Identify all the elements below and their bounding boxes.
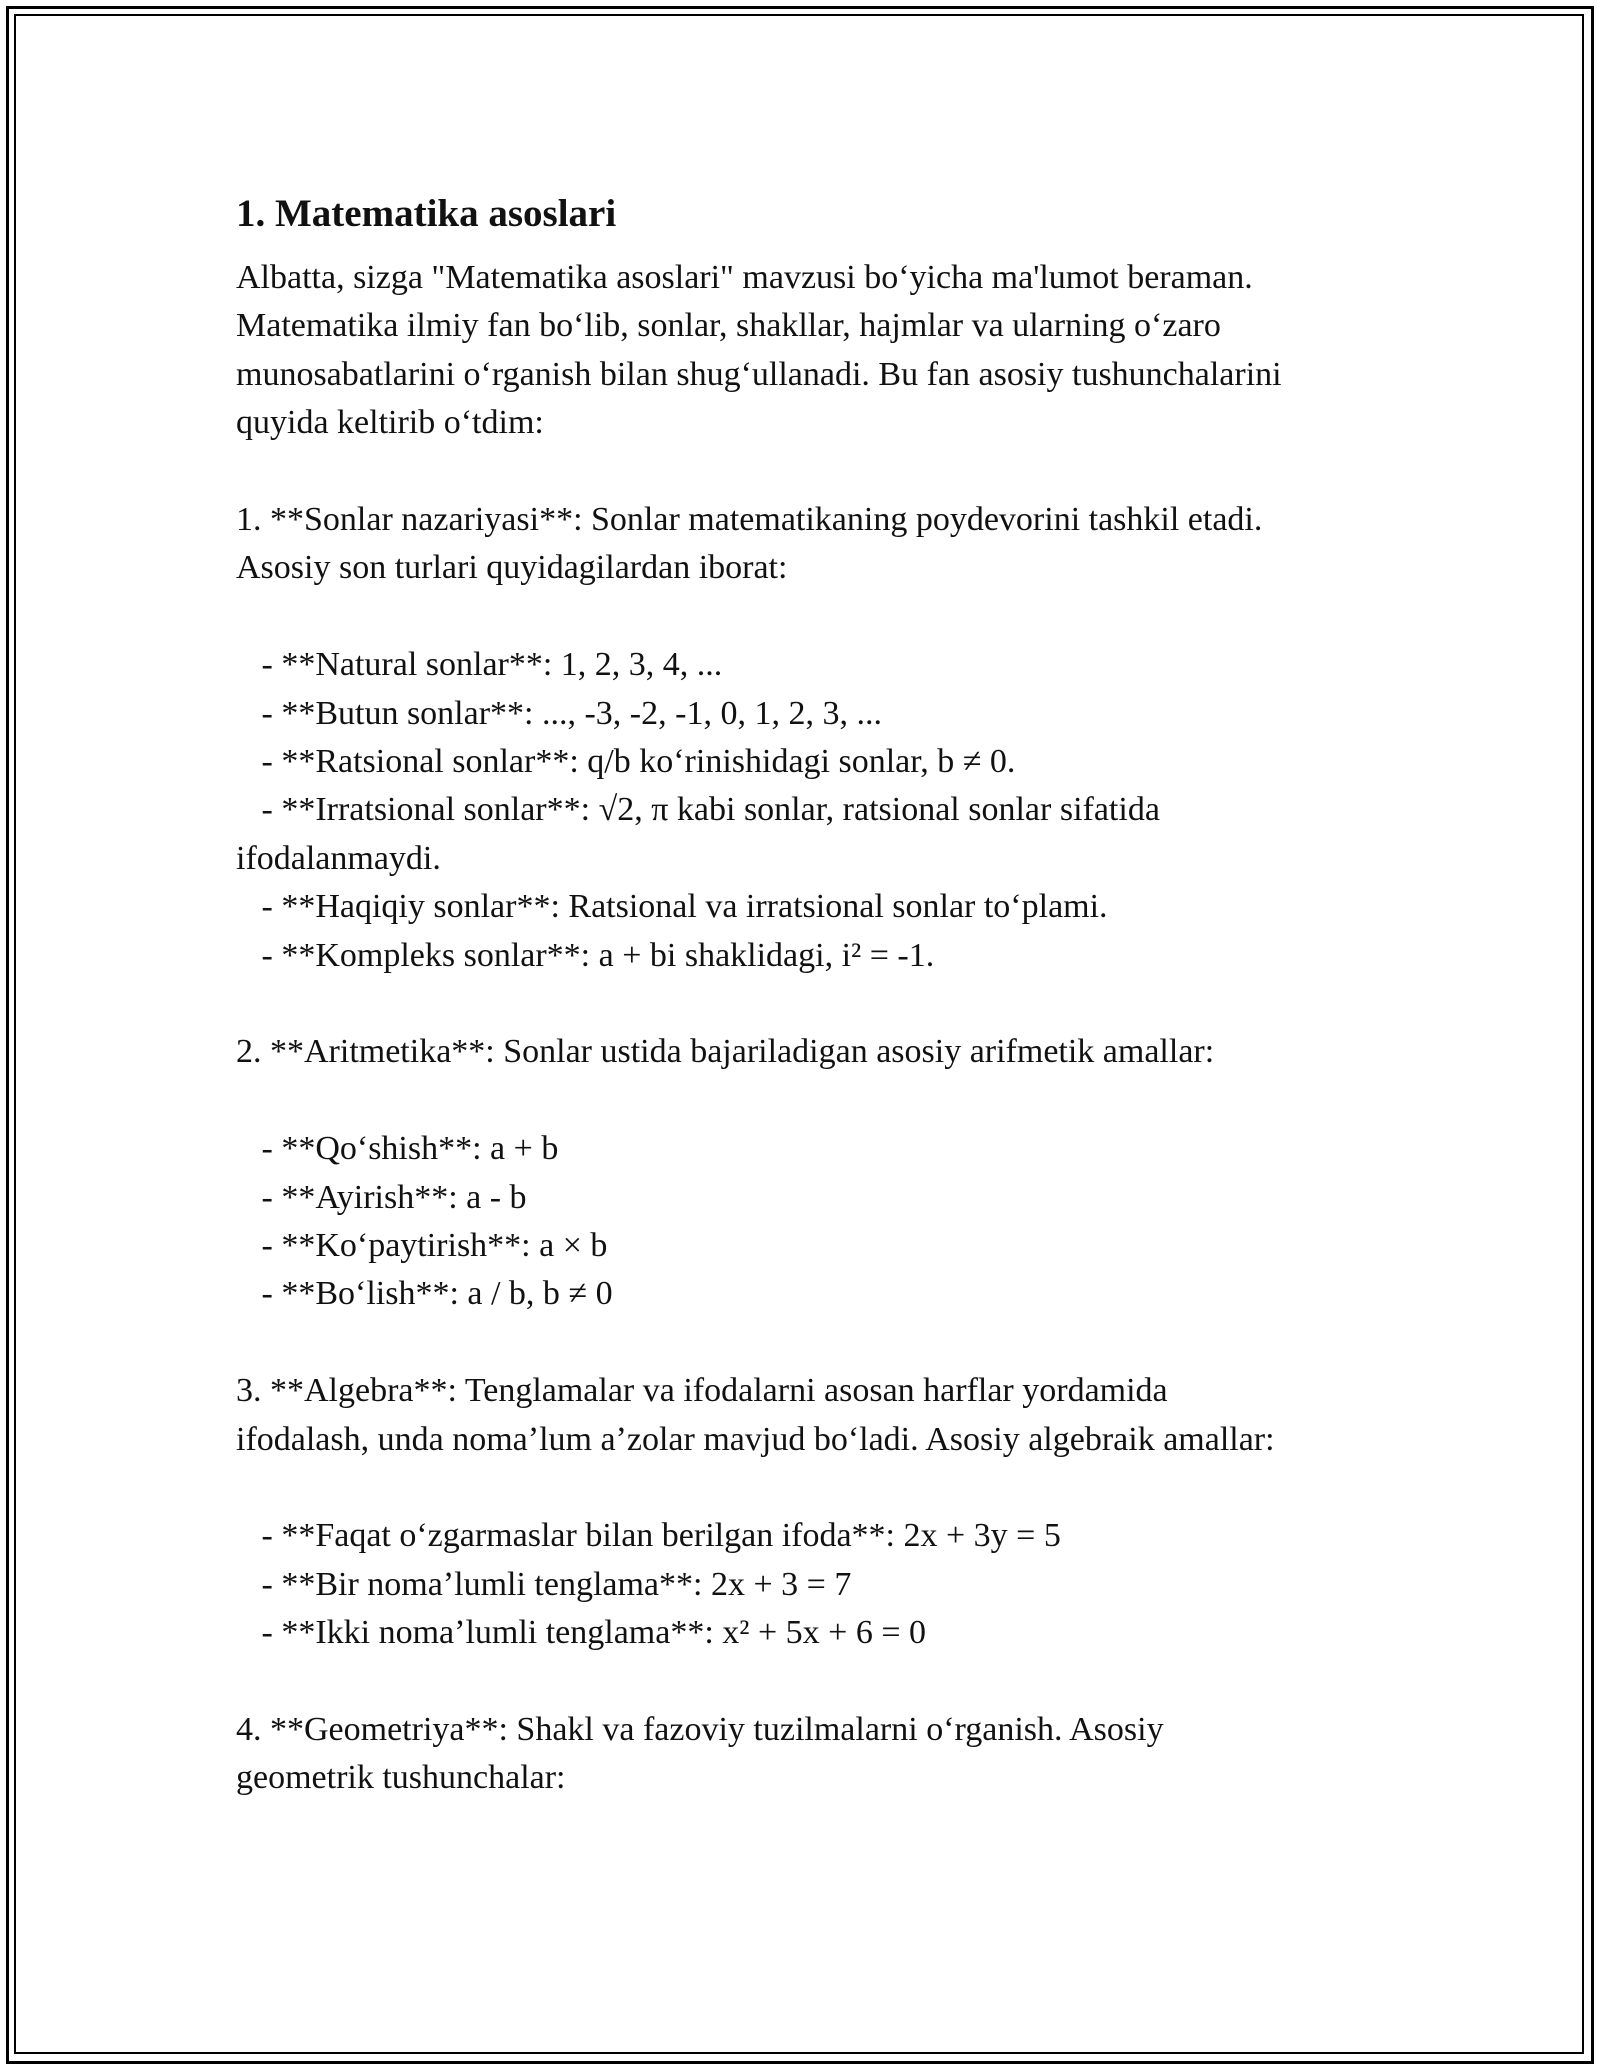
blank-line xyxy=(236,1319,1396,1367)
text-line: Matematika ilmiy fan boʻlib, sonlar, shakllar, hajmlar va ularning oʻzaro xyxy=(236,307,1221,345)
list-item: - **Koʻpaytirish**: a × b xyxy=(236,1227,608,1265)
text-line: 4. **Geometriya**: Shakl va fazoviy tuzilmalarni oʻrganish. Asosiy xyxy=(236,1711,1164,1749)
blank-line xyxy=(236,1658,1396,1706)
list-item: - **Haqiqiy sonlar**: Ratsional va irratsional sonlar toʻplami. xyxy=(236,888,1108,926)
list-item: - **Natural sonlar**: 1, 2, 3, 4, ... xyxy=(236,646,723,684)
text-line: geometrik tushunchalar: xyxy=(236,1759,566,1797)
blank-line xyxy=(236,593,1396,641)
list-item: - **Ayirish**: a - b xyxy=(236,1178,527,1216)
text-line: 1. **Sonlar nazariyasi**: Sonlar matematikaning poydevorini tashkil etadi. xyxy=(236,501,1263,539)
list-item: - **Bir nomaʼlumli tenglama**: 2x + 3 = 7 xyxy=(236,1565,852,1603)
list-item: - **Irratsional sonlar**: √2, π kabi sonlar, ratsional sonlar sifatida xyxy=(236,791,1160,829)
list-item: - **Ratsional sonlar**: q/b koʻrinishidagi sonlar, b ≠ 0. xyxy=(236,743,1016,781)
text-line: 2. **Aritmetika**: Sonlar ustida bajariladigan asosiy arifmetik amallar: xyxy=(236,1033,1215,1071)
blank-line xyxy=(236,1077,1396,1125)
list-item: - **Boʻlish**: a / b, b ≠ 0 xyxy=(236,1275,613,1313)
list-item: - **Butun sonlar**: ..., -3, -2, -1, 0, 1, 2, 3, ... xyxy=(236,694,882,732)
blank-line xyxy=(236,448,1396,496)
blank-line xyxy=(236,1464,1396,1512)
list-item: - **Kompleks sonlar**: a + bi shaklidagi, i² = -1. xyxy=(236,936,935,974)
text-line: 3. **Algebra**: Tenglamalar va ifodalarni asosan harflar yordamida xyxy=(236,1372,1168,1410)
text-line: Asosiy son turlari quyidagilardan iborat: xyxy=(236,549,788,587)
list-item: - **Ikki nomaʼlumli tenglama**: x² + 5x + 6 = 0 xyxy=(236,1614,927,1652)
text-line: quyida keltirib oʻtdim: xyxy=(236,404,544,442)
list-item: - **Faqat oʻzgarmaslar bilan berilgan ifoda**: 2x + 3y = 5 xyxy=(236,1517,1061,1555)
text-line: Albatta, sizga "Matematika asoslari" mavzusi boʻyicha ma'lumot beraman. xyxy=(236,259,1253,296)
document-body xyxy=(236,186,1396,1803)
text-line: munosabatlarini oʻrganish bilan shugʻullanadi. Bu fan asosiy tushunchalarini xyxy=(236,355,1282,393)
document-title: 1. Matematika asoslari xyxy=(236,192,617,235)
text-line: ifodalash, unda nomaʼlum aʼzolar mavjud boʻladi. Asosiy algebraik amallar: xyxy=(236,1420,1275,1458)
text-line: ifodalanmaydi. xyxy=(236,839,441,877)
blank-line xyxy=(236,980,1396,1028)
document-text xyxy=(236,254,1396,1803)
list-item: - **Qoʻshish**: a + b xyxy=(236,1130,559,1168)
